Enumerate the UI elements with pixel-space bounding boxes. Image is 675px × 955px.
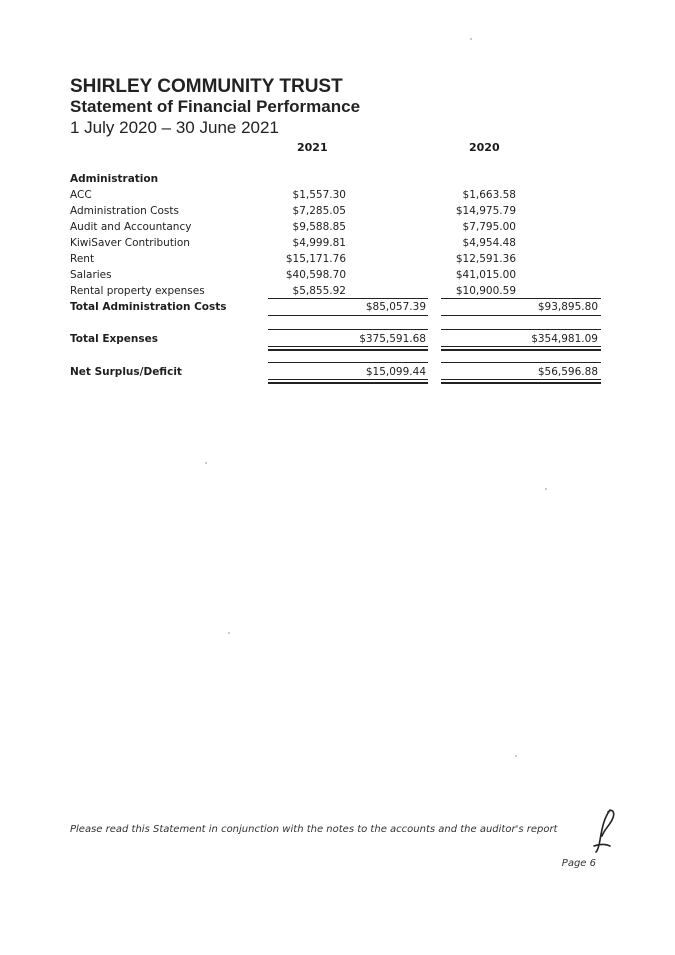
scan-speck [470,38,472,40]
item-label: KiwiSaver Contribution [70,237,190,249]
item-value-2021: $4,999.81 [292,237,346,249]
item-label: Audit and Accountancy [70,221,192,233]
total-admin-2021: $85,057.39 [365,301,426,313]
net-surplus-label: Net Surplus/Deficit [70,366,182,378]
item-value-2021: $7,285.05 [292,205,346,217]
total-rule-2021 [268,315,428,316]
expenses-top-rule-2021 [268,329,428,330]
item-label: Salaries [70,269,112,281]
signature-initial-icon [590,806,620,856]
item-value-2021: $5,855.92 [292,285,346,297]
expenses-double-rule-2020 [441,349,601,351]
expenses-rule-2020 [441,346,601,347]
organisation-title: SHIRLEY COMMUNITY TRUST [70,76,343,97]
footer-note: Please read this Statement in conjunction with the notes to the accounts and the auditor's report [70,824,558,835]
net-rule-2021 [268,379,428,380]
scan-speck [545,488,547,490]
net-surplus-2020: $56,596.88 [537,366,598,378]
item-label: ACC [70,189,92,201]
item-value-2020: $1,663.58 [462,189,516,201]
item-value-2020: $14,975.79 [455,205,516,217]
subtotal-rule-2021 [268,298,428,299]
item-value-2020: $12,591.36 [455,253,516,265]
net-top-rule-2020 [441,362,601,363]
item-label: Rental property expenses [70,285,205,297]
net-top-rule-2021 [268,362,428,363]
scan-speck [205,462,207,464]
item-value-2020: $41,015.00 [455,269,516,281]
total-expenses-2021: $375,591.68 [359,333,426,345]
total-rule-2020 [441,315,601,316]
section-heading: Administration [70,173,159,185]
item-value-2021: $15,171.76 [285,253,346,265]
column-header-2020: 2020 [469,141,500,154]
subtotal-rule-2020 [441,298,601,299]
period-label: 1 July 2020 – 30 June 2021 [70,118,279,137]
item-label: Rent [70,253,95,265]
net-double-rule-2020 [441,382,601,384]
net-surplus-2021: $15,099.44 [365,366,426,378]
page-number: Page 6 [561,858,596,869]
scan-speck [515,755,517,757]
expenses-top-rule-2020 [441,329,601,330]
total-expenses-label: Total Expenses [70,333,159,345]
item-value-2021: $1,557.30 [292,189,346,201]
net-double-rule-2021 [268,382,428,384]
scan-speck [228,632,230,634]
net-rule-2020 [441,379,601,380]
total-admin-2020: $93,895.80 [537,301,598,313]
item-value-2020: $4,954.48 [462,237,516,249]
item-value-2021: $9,588.85 [292,221,346,233]
statement-title: Statement of Financial Performance [70,97,361,116]
column-header-2021: 2021 [297,141,328,154]
item-label: Administration Costs [70,205,179,217]
item-value-2021: $40,598.70 [285,269,346,281]
expenses-double-rule-2021 [268,349,428,351]
item-value-2020: $7,795.00 [462,221,516,233]
item-value-2020: $10,900.59 [455,285,516,297]
total-admin-label: Total Administration Costs [70,301,227,313]
total-expenses-2020: $354,981.09 [531,333,598,345]
expenses-rule-2021 [268,346,428,347]
